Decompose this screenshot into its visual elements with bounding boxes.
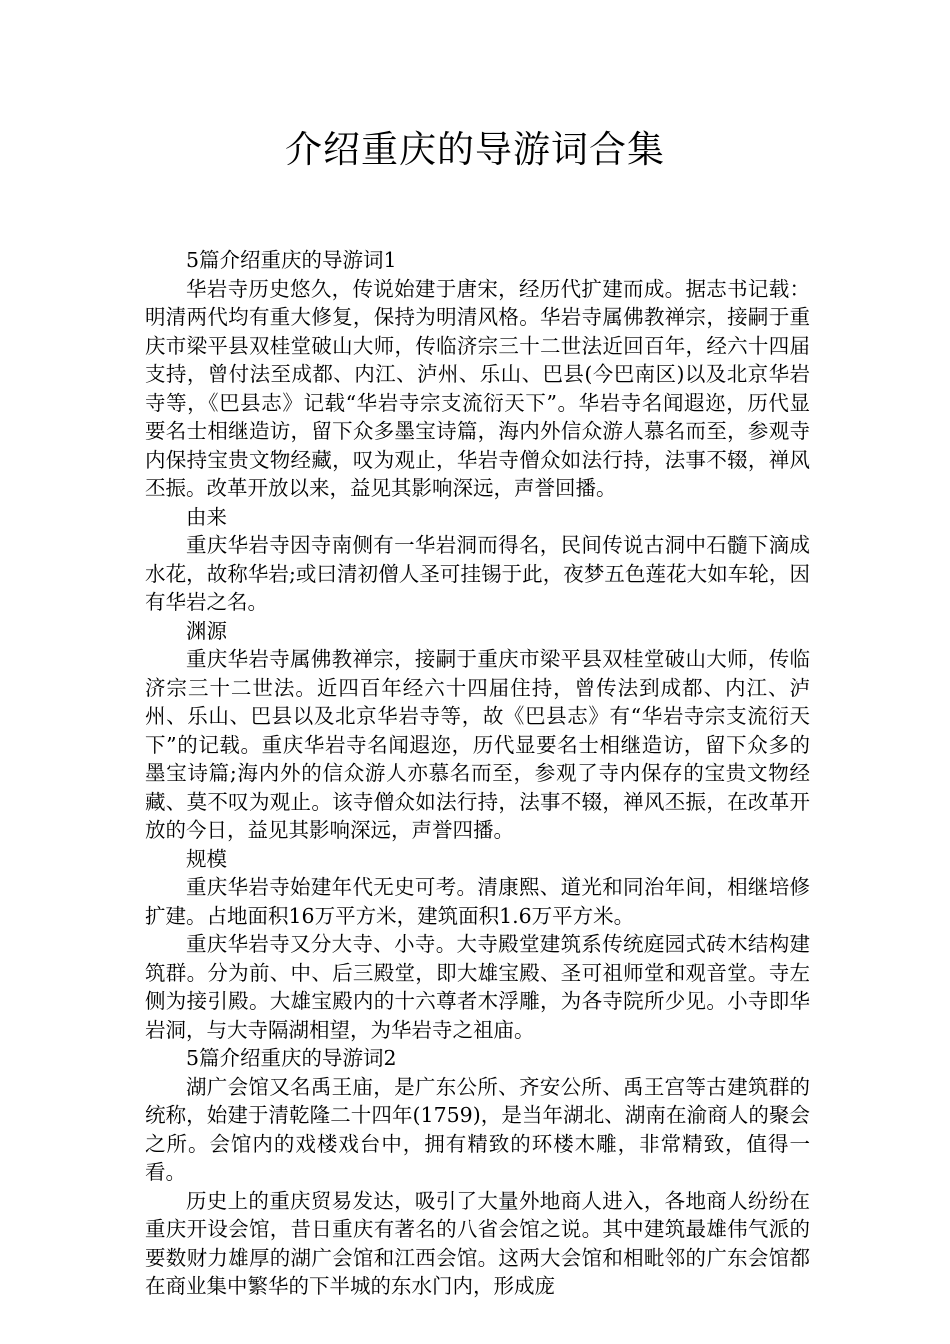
section-heading: 由来 bbox=[186, 504, 227, 529]
body-paragraph: 华岩寺历史悠久，传说始建于唐宋，经历代扩建而成。据志书记载：明清两代均有重大修复，保持为明清风格。华岩寺属佛教禅宗，接嗣于重庆市梁平县双桂堂破山大师，传临济宗三十二世法近回百年，经六十四届支持，曾付法至成都、内江、泸州、乐山、巴县(今巴南区)以及北京华岩寺等，《巴县志》记载“华岩寺宗支流衍天下”。华岩寺名闻遐迩，历代显要名士相继造访，留下众多墨宝诗篇，海内外信众游人慕名而至，参观寺内保持宝贵文物经藏，叹为观止，华岩寺僧众如法行持，法事不辍，禅风丕振。改革开放以来，益见其影响深远，声誉回播。 bbox=[145, 276, 810, 500]
body-paragraph: 重庆华岩寺因寺南侧有一华岩洞而得名，民间传说古洞中石髓下滴成水花，故称华岩;或曰清初僧人圣可挂锡于此，夜梦五色莲花大如车轮，因有华岩之名。 bbox=[145, 533, 810, 614]
section-heading: 5篇介绍重庆的导游词1 bbox=[186, 248, 397, 272]
body-paragraph: 重庆华岩寺属佛教禅宗，接嗣于重庆市梁平县双桂堂破山大师，传临济宗三十二世法。近四百年经六十四届住持，曾传法到成都、内江、泸州、乐山、巴县以及北京华岩寺等，故《巴县志》有“华岩寺宗支流衍天下”的记载。重庆华岩寺名闻遐迩，历代显要名士相继造访，留下众多的墨宝诗篇;海内外的信众游人亦慕名而至，参观了寺内保存的宝贵文物经藏、莫不叹为观止。该寺僧众如法行持，法事不辍，禅风丕振，在改革开放的今日，益见其影响深远，声誉四播。 bbox=[145, 647, 810, 842]
body-paragraph: 重庆华岩寺又分大寺、小寺。大寺殿堂建筑系传统庭园式砖木结构建筑群。分为前、中、后三殿堂，即大雄宝殿、圣可祖师堂和观音堂。寺左侧为接引殿。大雄宝殿内的十六尊者木浮雕，为各寺院所少见。小寺即华岩洞，与大寺隔湖相望，为华岩寺之祖庙。 bbox=[145, 932, 810, 1042]
section-heading: 规模 bbox=[186, 846, 227, 871]
section-heading: 5篇介绍重庆的导游词2 bbox=[186, 1046, 397, 1070]
document-title: 介绍重庆的导游词合集 bbox=[285, 128, 665, 171]
document-body bbox=[145, 246, 810, 1301]
section-heading: 渊源 bbox=[186, 618, 227, 643]
body-paragraph: 历史上的重庆贸易发达，吸引了大量外地商人进入，各地商人纷纷在重庆开设会馆，昔日重庆有著名的八省会馆之说。其中建筑最雄伟气派的要数财力雄厚的湖广会馆和江西会馆。这两大会馆和相毗邻的广东会馆都在商业集中繁华的下半城的东水门内，形成庞 bbox=[145, 1188, 810, 1298]
body-paragraph: 重庆华岩寺始建年代无史可考。清康熙、道光和同治年间，相继培修扩建。占地面积16万平方米，建筑面积1.6万平方米。 bbox=[145, 875, 810, 928]
body-paragraph: 湖广会馆又名禹王庙，是广东公所、齐安公所、禹王宫等古建筑群的统称，始建于清乾隆二十四年(1759)，是当年湖北、湖南在渝商人的聚会之所。会馆内的戏楼戏台中，拥有精致的环楼木雕，非常精致，值得一看。 bbox=[145, 1074, 810, 1184]
